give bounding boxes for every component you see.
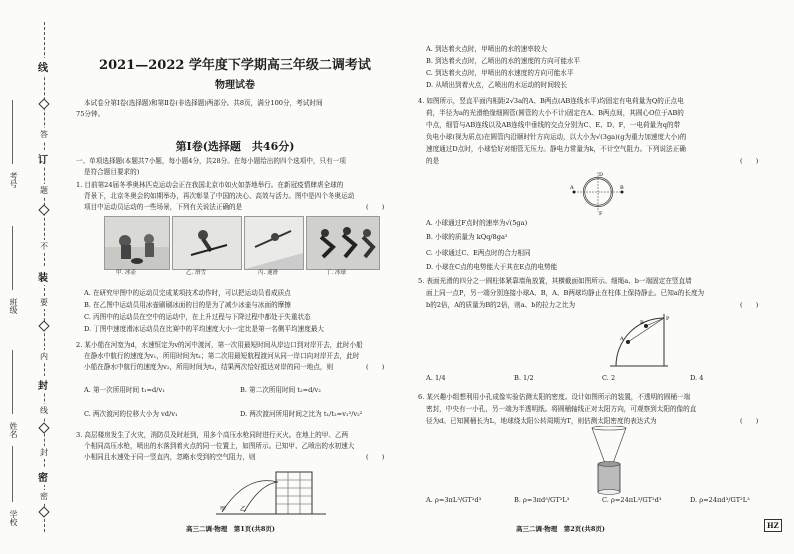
notice-char: 题 [40,186,48,195]
q1-option-b: B. 在乙图中运动员用冰壶刷刷冰面的目的是为了减少冰壶与冰面的摩擦 [84,301,291,309]
q3-option-c: C. 到达着火点时，甲喷出的水速度的方向可能水平 [426,69,574,77]
svg-text:D: D [599,172,604,178]
q2-stem: 在静水中航行的速度为v₁，所用时间为t₁；第二次用最短航程渡河从同一岸口向对岸开去，此时 [84,352,360,360]
exam-title: 2021—2022 学年度下学期高三年级二调考试 [99,58,371,73]
fig-label: 乙. 滑雪 [186,270,206,276]
svg-text:F: F [599,211,603,217]
q2-stem: 2. 某小船在河宽为d，水速恒定为v的河中渡河，第一次用最短时间从岸边口到对岸开去，此时小船 [76,341,363,349]
page-footer-right: 高三二调·物理 第2页(共8页) [516,525,605,533]
q4-option-a: A. 小球通过F点时的速率为√(5ga) [426,219,528,227]
figure-quarter-cylinder [606,312,670,370]
notice-char: 不 [40,242,48,251]
q1-stem: 1. 目前第24届冬季奥林匹克运动会正在我国北京市如火如荼地举行。在新冠疫情肆虐全球的 [76,181,344,189]
field-line[interactable] [12,350,13,414]
q2-stem: 小船在静水中航行的速度为v₂，所用时间为t₂，结果两次恰好抵达对岸的同一地点，则 [84,363,334,371]
notice-char: 封 [40,448,48,457]
binding-strip [0,0,62,554]
q6-stem: 6. 某兴趣小组想利用小孔成像实验估测太阳的密度。设计如图所示的装置，不透明的圆桶一端 [418,393,691,401]
svg-text:B: B [620,185,624,191]
seal-word-xian: 线 [38,58,48,75]
q6-option-c: C. ρ=24πL³/GT²d³ [602,496,662,504]
seal-word-feng: 封 [38,376,48,393]
q5-option-d: D. 4 [690,374,704,382]
svg-text:甲: 甲 [220,506,227,513]
section-instructions: 一、单项选择题(本题共7小题，每小题4分，共28分。在每小题给出的四个选项中，只有一项 [76,157,346,165]
q5-stem: 5. 表面光滑的四分之一圆柱体紧靠墙角放置，其横截面如图所示。细绳a、b一端固定在竖直墙 [418,277,692,285]
q5-option-c: C. 2 [602,374,616,382]
q3-option-a: A. 到达着火点时，甲喷出的水的速率较大 [426,45,548,53]
svg-text:A: A [570,185,574,191]
notice-char: 内 [40,352,48,361]
photo-curling [104,216,170,270]
fig-label: 甲. 冰壶 [116,270,136,276]
q3-option-d: D. 从喷出到着火点，乙喷出的水运动的时间较长 [426,81,568,89]
q2-option-c: C. 两次渡河的位移大小为 vd/v₁ [84,410,178,418]
q3-stem: 小相同且水速处于同一竖直内，忽略水受到的空气阻力，则 [84,453,256,461]
fig-label: 丙. 速滑 [258,270,278,276]
page-footer-left: 高三二调·物理 第1页(共8页) [186,525,275,533]
field-line[interactable] [12,226,13,290]
exam-subtitle: 物理试卷 [215,80,255,91]
q4-stem: 速度通过D点时，小球恰好对细管无压力。静电力常量为k，不计空气阻力。下列说法正确 [426,145,686,153]
section-title: 第Ⅰ卷(选择题 共46分) [175,140,295,153]
notice-char: 线 [40,406,48,415]
q5-option-b: B. 1/2 [514,374,534,382]
intro-line: 本试卷分第Ⅰ卷(选择题)和第Ⅱ卷(非选择题)两部分。共8页，满分100分，考试时间 [84,99,323,107]
q1-option-a: A. 在研究甲图中的运动员完成某项技术动作时，可以把运动员看成质点 [84,289,291,297]
seal-diamond [38,320,49,331]
q2-option-a: A. 第一次所用时间 t₁=d/v₁ [84,386,165,394]
seal-diamond [38,204,49,215]
notice-char: 要 [40,298,48,307]
notice-char: 答 [40,130,48,139]
field-line[interactable] [12,100,13,164]
section-instructions: 是符合题目要求的) [84,168,140,176]
publisher-badge: HZ [764,519,782,532]
answer-paren: ( ) [366,363,385,371]
field-class: 班级 [9,298,18,314]
field-exam-number: 考号 [9,172,18,188]
seal-diamond [38,422,49,433]
q4-stem: 负电小球(视为质点)在圆管内沿顺时针方向运动，以大小为√(3ga)(g为重力加速度大小)的 [426,133,687,141]
svg-text:A: A [620,336,624,342]
q6-option-d: D. ρ=24πd³/GT²L³ [690,496,750,504]
q5-option-a: A. 1/4 [426,374,446,382]
q4-option-b: B. 小球的质量为 kQq/8ga² [426,233,508,241]
q1-stem: 项目中运动员运动的一些场景，下列有关说法正确的是 [84,203,243,211]
q1-stem: 背景下，北京冬奥会的如期举办，再次彰显了中国的决心、高效与活力。图中是四个冬奥运动 [84,192,355,200]
q6-stem: 密封，中央有一小孔，另一端为半透明纸。将圆桶轴线正对太阳方向，可观察到太阳的像的直 [426,405,697,413]
q4-stem: 荷，半径为a的光滑绝缘细圆管(圆管的大小不计)固定在A、B两点间，其圆心O位于AB的 [426,109,684,117]
notice-char: 密 [40,492,48,501]
q5-stem: b的2倍，A的质量为B的2倍，则a、b的拉力之比为 [426,301,576,309]
q1-option-d: D. 丁图中速度滑冰运动员在比赛中的平均速度大小一定比是第一名侧平均速度最大 [84,325,325,333]
seal-diamond [38,506,49,517]
seal-word-mi: 密 [38,468,48,485]
seal-word-ding: 订 [38,150,48,167]
fig-label: 丁. 冰球 [326,270,346,276]
figure-ring-tube [570,168,626,218]
intro-line: 75分钟。 [76,110,105,118]
answer-paren: ( ) [366,453,385,461]
answer-paren: ( ) [740,157,759,165]
q3-stem: 3. 高层楼房发生了火灾，消防员及时赶到，用多个高压水枪同时进行灭火。在地上的甲、乙两 [76,431,349,439]
photo-ski-jump [244,216,304,270]
answer-paren: ( ) [740,301,759,309]
figure-fire-building [216,464,326,516]
q4-option-d: D. 小球在C点的电势能大于其在E点的电势能 [426,263,558,271]
q3-option-b: B. 到达着火点时，乙喷出的水的速度的方向可能水平 [426,57,581,65]
q4-stem: 的是 [426,157,440,165]
q3-stem: 个相同高压水枪，喷出的水落到着火点的同一位置上，如图所示。已知甲、乙喷出的水初速大 [84,442,355,450]
q4-option-c: C. 小球通过C、E两点时的合力相同 [426,249,531,257]
field-name: 姓名 [9,422,18,438]
q2-option-b: B. 第二次所用时间 t₂=d/v₂ [240,386,321,394]
field-school: 学校 [9,510,18,526]
svg-text:P: P [666,316,670,322]
q2-option-d: D. 两次渡河所用时间之比为 t₁/t₂=v₁²/v₂² [240,410,363,418]
answer-paren: ( ) [366,203,385,211]
q4-stem: 中点，细管与AB连线以及AB连线中垂线的交点分别为C、E、D、F，一电荷量为q的带 [426,121,681,129]
photo-skiing [172,216,242,270]
q4-stem: 4. 如图所示，竖直平面内相距2√3a的A、B两点(AB连线水平)均固定有电荷量为Q的正点电 [418,97,684,105]
figure-pinhole-tube [586,426,632,496]
q5-stem: 面上同一点P，另一端分别连接小球A、B，A、B两球均静止在柱体上保持静止。已知a的长度为 [426,289,705,297]
q1-option-c: C. 丙图中的运动员在空中的运动中，在上升过程与下降过程中都处于失重状态 [84,313,311,321]
q6-option-a: A. ρ=3πL³/GT²d³ [426,496,482,504]
photo-speed-skating [306,216,380,270]
answer-paren: ( ) [740,417,759,425]
svg-text:B: B [640,320,644,326]
field-line[interactable] [12,446,13,502]
seal-diamond [38,98,49,109]
q6-option-b: B. ρ=3πd³/GT²L³ [514,496,570,504]
svg-text:乙: 乙 [240,506,247,513]
q6-stem: 径为d。已知圆桶长为L，地球绕太阳公转周期为T，则估测太阳密度的表达式为 [426,417,657,425]
seal-word-zhuang: 装 [38,268,48,285]
